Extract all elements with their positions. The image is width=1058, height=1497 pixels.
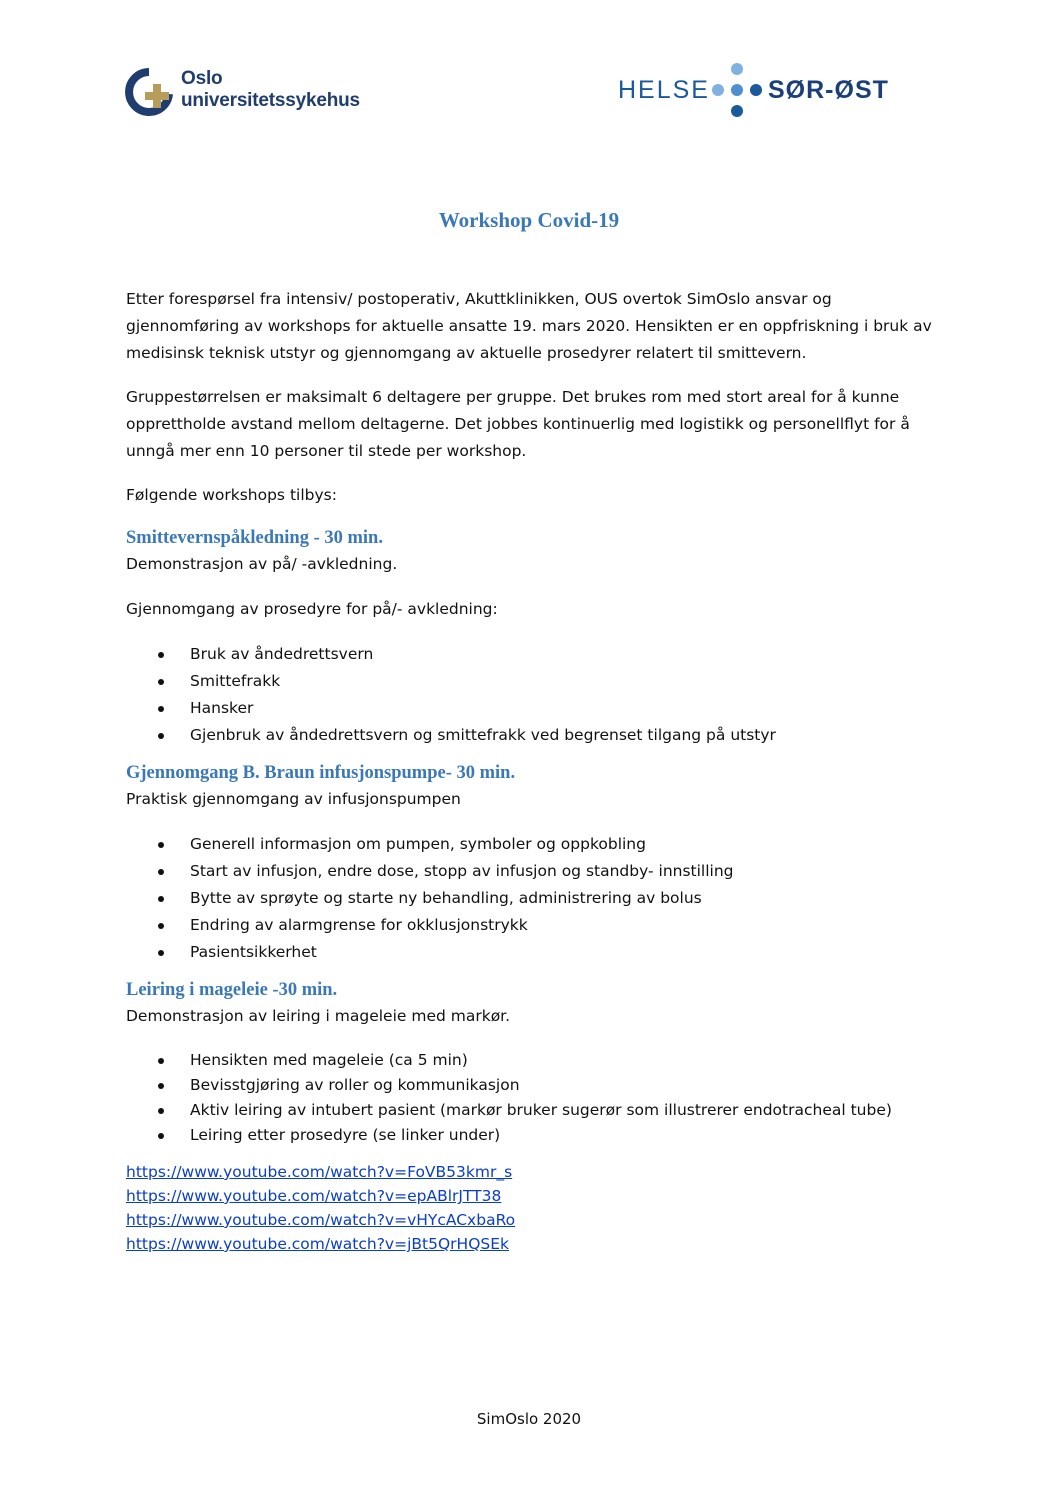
youtube-link[interactable]: https://www.youtube.com/watch?v=vHYcACxbaRo bbox=[126, 1211, 516, 1229]
list-item bbox=[126, 912, 946, 939]
section-heading-smittevern: Smittevernspåkledning - 30 min. bbox=[126, 528, 383, 548]
list-item-text: Smittefrakk bbox=[190, 672, 281, 690]
list-item bbox=[126, 1048, 946, 1073]
bullet-icon bbox=[158, 950, 164, 956]
intro-paragraph-1: Etter forespørsel fra intensiv/ postoperativ, Akuttklinikken, OUS overtok SimOslo ansvar og gjennomføring av workshops for aktuelle ansatte 19. mars 2020. Hensikten er en oppfriskning i bruk av medisinsk teknisk utstyr og gjennomgang av aktuelle prosedyrer relatert til smittevern. bbox=[126, 290, 932, 362]
bullet-list bbox=[126, 831, 946, 966]
bullet-list bbox=[126, 641, 946, 749]
list-item-text: Hensikten med mageleie (ca 5 min) bbox=[190, 1051, 468, 1069]
section-heading-mageleie: Leiring i mageleie -30 min. bbox=[126, 980, 338, 1000]
bullet-icon bbox=[158, 652, 164, 658]
bullet-icon bbox=[158, 1083, 164, 1089]
list-item bbox=[126, 885, 946, 912]
list-item bbox=[126, 1123, 946, 1148]
bullet-icon bbox=[158, 706, 164, 712]
bullet-icon bbox=[158, 896, 164, 902]
ous-logo bbox=[125, 66, 385, 122]
hso-dots-icon bbox=[710, 62, 764, 120]
list-item bbox=[126, 858, 946, 885]
helse-sor-ost-logo bbox=[618, 62, 908, 122]
ous-logo-line1: Oslo bbox=[181, 68, 223, 89]
list-item-text: Bytte av sprøyte og starte ny behandling, administrering av bolus bbox=[190, 889, 702, 907]
bullet-icon bbox=[158, 869, 164, 875]
list-item-text: Generell informasjon om pumpen, symboler og oppkobling bbox=[190, 835, 646, 853]
bullet-icon bbox=[158, 1133, 164, 1139]
list-item bbox=[126, 939, 946, 966]
intro-paragraph-2: Gruppestørrelsen er maksimalt 6 deltagere per gruppe. Det brukes rom med stort areal for å kunne opprettholde avstand mellom deltagerne. Det jobbes kontinuerlig med logistikk og personellflyt for å unngå mer enn 10 personer til stede per workshop. bbox=[126, 388, 910, 460]
list-item bbox=[126, 641, 946, 668]
list-item bbox=[126, 831, 946, 858]
hso-logo-left-text: HELSE bbox=[618, 76, 710, 104]
document-body bbox=[126, 286, 946, 1256]
section-subtitle: Demonstrasjon av leiring i mageleie med markør. bbox=[126, 1007, 511, 1025]
section-subtitle: Praktisk gjennomgang av infusjonspumpen bbox=[126, 790, 461, 808]
list-item-text: Hansker bbox=[190, 699, 254, 717]
list-item-text: Leiring etter prosedyre (se linker under) bbox=[190, 1126, 501, 1144]
list-item bbox=[126, 1073, 946, 1098]
list-item-text: Endring av alarmgrense for okklusjonstrykk bbox=[190, 916, 528, 934]
section-heading-infusjonspumpe: Gjennomgang B. Braun infusjonspumpe- 30 min. bbox=[126, 763, 516, 783]
video-links bbox=[126, 1160, 946, 1256]
ous-logo-line2: universitetssykehus bbox=[181, 90, 360, 111]
section-subtitle: Demonstrasjon av på/ -avkledning. bbox=[126, 555, 398, 573]
bullet-icon bbox=[158, 923, 164, 929]
list-item bbox=[126, 1098, 946, 1123]
page-title: Workshop Covid-19 bbox=[438, 208, 620, 232]
bullet-icon bbox=[158, 842, 164, 848]
intro-paragraph-3: Følgende workshops tilbys: bbox=[126, 486, 337, 504]
youtube-link[interactable]: https://www.youtube.com/watch?v=epABlrJTT38 bbox=[126, 1187, 502, 1205]
bullet-icon bbox=[158, 1108, 164, 1114]
youtube-link[interactable]: https://www.youtube.com/watch?v=FoVB53kmr_s bbox=[126, 1163, 513, 1181]
list-item-text: Aktiv leiring av intubert pasient (markør bruker sugerør som illustrerer endotracheal tube) bbox=[190, 1101, 892, 1119]
list-item bbox=[126, 695, 946, 722]
list-item-text: Pasientsikkerhet bbox=[190, 943, 317, 961]
youtube-link[interactable]: https://www.youtube.com/watch?v=jBt5QrHQSEk bbox=[126, 1235, 510, 1253]
bullet-icon bbox=[158, 1058, 164, 1064]
ous-logo-icon bbox=[125, 68, 173, 118]
page-footer: SimOslo 2020 bbox=[476, 1410, 582, 1428]
bullet-icon bbox=[158, 733, 164, 739]
list-item-text: Bevisstgjøring av roller og kommunikasjon bbox=[190, 1076, 520, 1094]
bullet-list bbox=[126, 1048, 946, 1148]
list-item-text: Start av infusjon, endre dose, stopp av infusjon og standby- innstilling bbox=[190, 862, 734, 880]
ous-logo-text bbox=[181, 68, 360, 112]
section-lead: Gjennomgang av prosedyre for på/- avkledning: bbox=[126, 600, 498, 618]
list-item-text: Bruk av åndedrettsvern bbox=[190, 645, 374, 663]
list-item bbox=[126, 722, 946, 749]
bullet-icon bbox=[158, 679, 164, 685]
list-item-text: Gjenbruk av åndedrettsvern og smittefrakk ved begrenset tilgang på utstyr bbox=[190, 726, 776, 744]
list-item bbox=[126, 668, 946, 695]
hso-logo-right-text: SØR-ØST bbox=[768, 76, 889, 104]
